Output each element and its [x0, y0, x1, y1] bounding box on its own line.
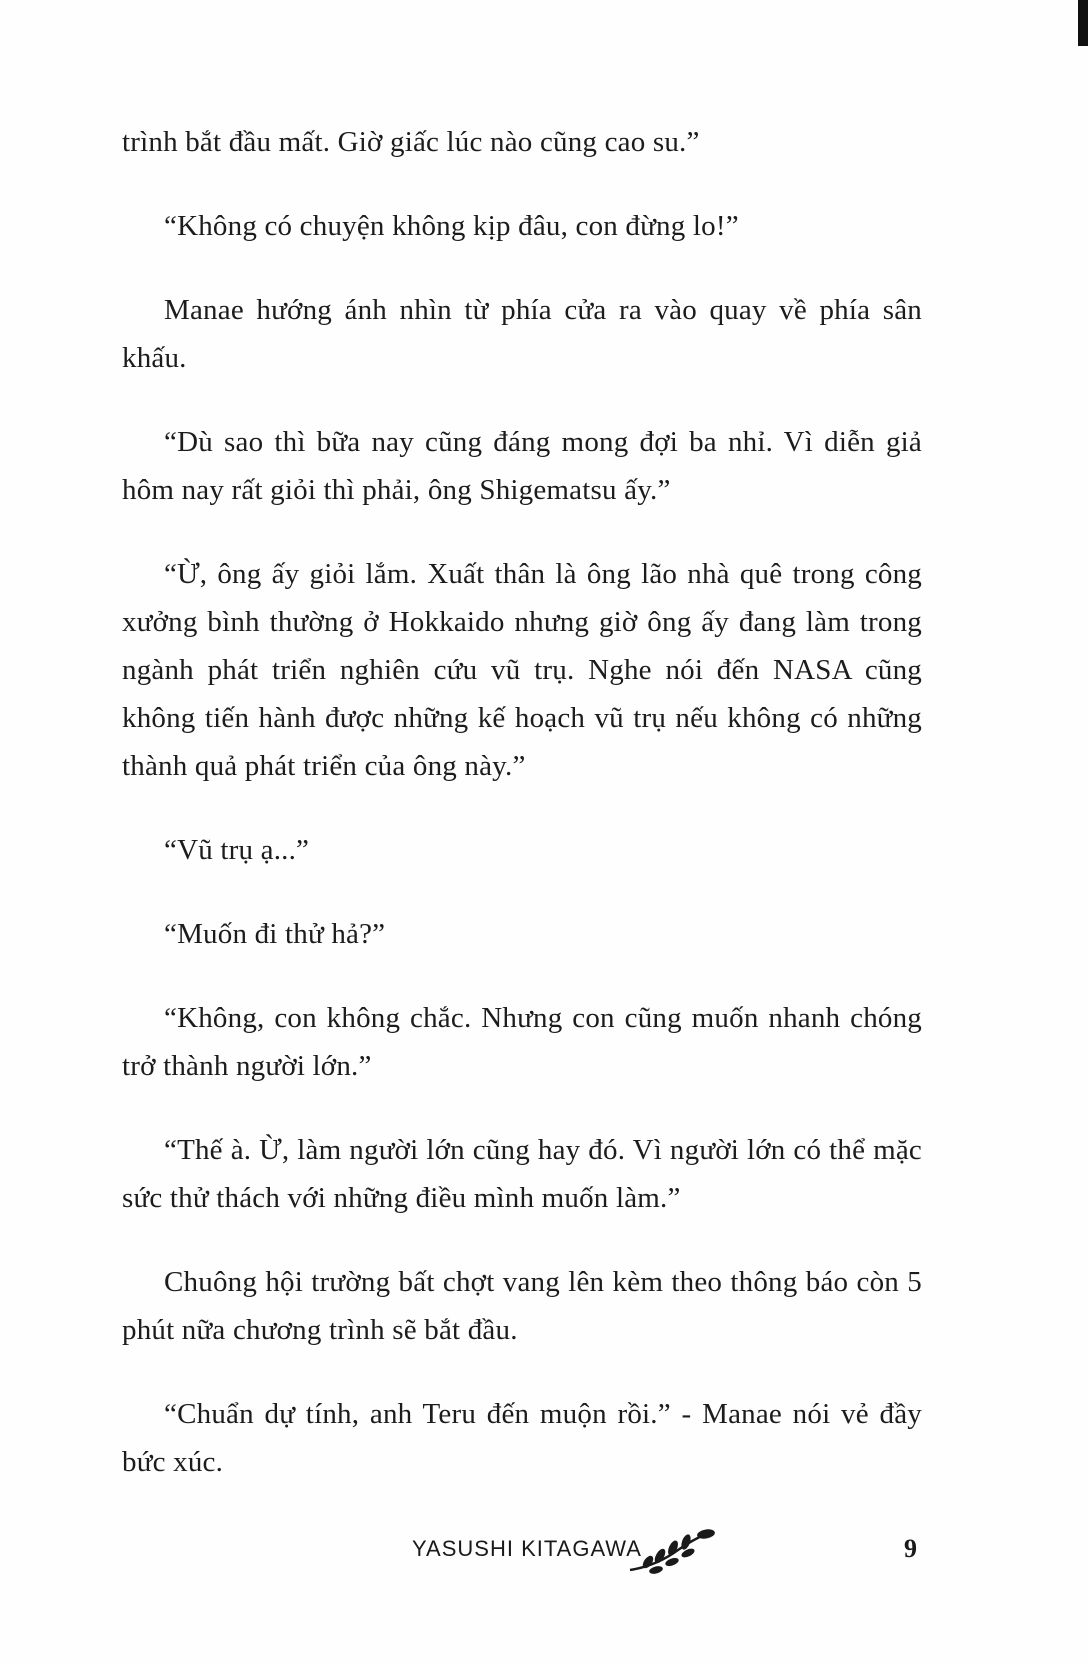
paragraph: “Không, con không chắc. Nhưng con cũng muốn nhanh chóng trở thành người lớn.”: [122, 1002, 922, 1082]
paragraph: Manae hướng ánh nhìn từ phía cửa ra vào quay về phía sân khấu.: [122, 294, 922, 374]
paragraph: “Muốn đi thử hả?”: [164, 918, 386, 950]
paragraph: “Không có chuyện không kịp đâu, con đừng lo!”: [164, 210, 739, 242]
body-text: [122, 118, 922, 1522]
paragraph: Chuông hội trường bất chợt vang lên kèm theo thông báo còn 5 phút nữa chương trình sẽ bắt đầu.: [122, 1266, 922, 1346]
paragraph: “Vũ trụ ạ...”: [164, 834, 310, 866]
page-edge-shadow: [1078, 0, 1088, 46]
paragraph: “Chuẩn dự tính, anh Teru đến muộn rồi.” - Manae nói vẻ đầy bức xúc.: [122, 1398, 922, 1478]
paragraph: “Dù sao thì bữa nay cũng đáng mong đợi ba nhỉ. Vì diễn giả hôm nay rất giỏi thì phải, ông Shigematsu ấy.”: [122, 426, 922, 506]
paragraph: “Ừ, ông ấy giỏi lắm. Xuất thân là ông lão nhà quê trong công xưởng bình thường ở Hokkaido nhưng giờ ông ấy đang làm trong ngành phát triển nghiên cứu vũ trụ. Nghe nói đến NASA cũng không tiến hành được những kế hoạch vũ trụ nếu không có những thành quả phát triển của ông này.”: [122, 558, 922, 782]
paragraph: trình bắt đầu mất. Giờ giấc lúc nào cũng cao su.”: [122, 126, 700, 158]
leaf-branch-icon: [626, 1526, 718, 1576]
page-footer: [0, 1526, 1088, 1576]
paragraph: “Thế à. Ừ, làm người lớn cũng hay đó. Vì người lớn có thể mặc sức thử thách với những điều mình muốn làm.”: [122, 1134, 922, 1214]
author-name: YASUSHI KITAGAWA: [412, 1536, 642, 1561]
page-number: 9: [904, 1534, 917, 1563]
